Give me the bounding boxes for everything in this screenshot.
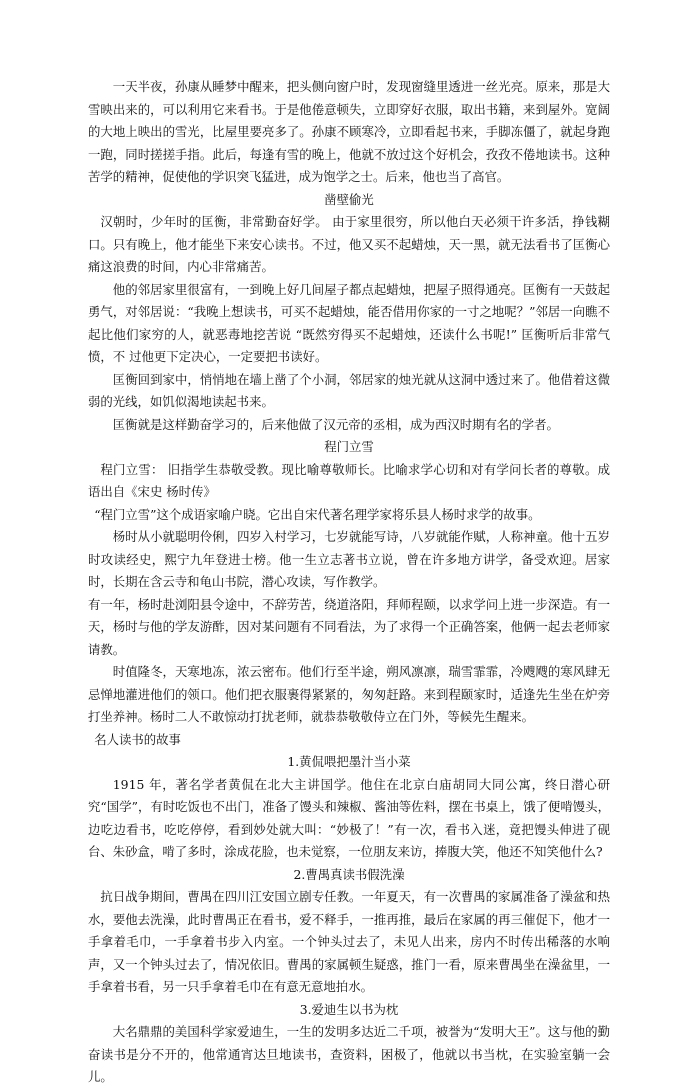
paragraph: 杨时从小就聪明伶俐，四岁入村学习，七岁就能写诗，八岁就能作赋，人称神童。他十五岁时攻读经史，熙宁九年登进士榜。他一生立志著书立说，曾在许多地方讲学，备受欢迎。居家时，长期在含云寺和龟山书院，潜心攻读，写作教学。 — [88, 529, 610, 589]
paragraph: 1915 年，著名学者黄侃在北大主讲国学。他住在北京白庙胡同大同公寓，终日潜心研究“国学”，有时吃饭也不出门，准备了馒头和辣椒、酱油等佐料，摆在书桌上，饿了便啃馒头，边吃边看书，吃吃停停，看到妙处就大叫：“妙极了！”有一次，看书入迷，竟把馒头伸进了砚台、朱砂盒，啃了多时，涂成花脸，也未觉察，一位朋友来访，捧腹大笑，他还不知笑他什么? — [88, 776, 610, 859]
document-page — [88, 76, 610, 1089]
paragraph: 一天半夜，孙康从睡梦中醒来，把头侧向窗户时，发现窗缝里透进一丝光亮。原来，那是大雪映出来的，可以利用它来看书。于是他倦意顿失，立即穿好衣服，取出书籍，来到屋外。宽阔的大地上映出的雪光，比屋里要亮多了。孙康不顾寒冷，立即看起书来，手脚冻僵了，就起身跑一跑，同时搓搓手指。此后，每逢有雪的晚上，他就不放过这个好机会，孜孜不倦地读书。这种苦学的精神，促使他的学识突飞猛进，成为饱学之士。后来，他也当了高官。 — [88, 79, 610, 184]
paragraph: 匡衡回到家中，悄悄地在墙上凿了个小洞，邻居家的烛光就从这洞中透过来了。他借着这微弱的光线，如饥似渴地读起书来。 — [88, 371, 610, 409]
story-title: 3.爱迪生以书为枕 — [299, 1001, 399, 1017]
paragraph: 他的邻居家里很富有，一到晚上好几间屋子都点起蜡烛，把屋子照得通亮。匡衡有一天鼓起勇气，对邻居说：“我晚上想读书，可买不起蜡烛，能否借用你家的一寸之地呢？”邻居一向瞧不起比他们家穷的人，就恶毒地挖苦说 “既然穷得买不起蜡烛，还读什么书呢!” 匡衡听后非常气愤，不 过他更下定决心，一定要把书读好。 — [88, 281, 610, 364]
paragraph: 有一年，杨时赴浏阳县令途中，不辞劳苦，绕道洛阳，拜师程颐，以求学问上进一步深造。有一天，杨时与他的学友游酢，因对某问题有不同看法，为了求得一个正确答案，他俩一起去老师家请教。 — [88, 596, 610, 657]
story-title: 2.曹禺真读书假洗澡 — [293, 866, 405, 882]
paragraph: 匡衡就是这样勤奋学习的，后来他做了汉元帝的丞相，成为西汉时期有名的学者。 — [112, 416, 559, 432]
story-title: 1.黄侃喂把墨汁当小菜 — [287, 754, 411, 769]
section-title: 凿壁偷光 — [324, 191, 374, 207]
paragraph: “程门立雪”这个成语家喻户晓。它出自宋代著名理学家将乐县人杨时求学的故事。 — [94, 506, 541, 522]
paragraph: 汉朝时，少年时的匡衡，非常勤奋好学。 由于家里很穷，所以他白天必须干许多活，挣钱糊口。只有晚上，他才能坐下来安心读书。不过，他又买不起蜡烛，天一黑，就无法看书了匡衡心痛这浪费的时间，内心非常痛苦。 — [88, 214, 610, 274]
paragraph: 程门立雪： 旧指学生恭敬受教。现比喻尊敬师长。比喻求学心切和对有学问长者的尊敬。成语出自《宋史 杨时传》 — [88, 461, 610, 499]
section-title: 程门立雪 — [324, 439, 374, 454]
paragraph: 抗日战争期间，曹禺在四川江安国立剧专任教。一年夏天，有一次曹禺的家属准备了澡盆和热水，要他去洗澡，此时曹禺正在看书，爱不释手，一推再推，最后在家属的再三催促下，他才一手拿着毛巾，一手拿着书步入内室。一个钟头过去了，未见人出来，房内不时传出稀落的水响声，又一个钟头过去了，情况依旧。曹禺的家属顿生疑惑，推门一看，原来曹禺坐在澡盆里，一手拿着书看，另一只手拿着毛巾在有意无意地拍水。 — [88, 889, 610, 994]
paragraph: 大名鼎鼎的美国科学家爱迪生，一生的发明多达近二千项，被誉为“发明大王”。这与他的勤奋读书是分不开的，他常通宵达旦地读书，查资料，困极了，他就以书当枕，在实验室躺一会儿。 — [88, 1024, 610, 1084]
paragraph: 时值隆冬，天寒地冻，浓云密布。他们行至半途，朔风凛凛，瑞雪霏霏，冷飕飕的寒风肆无忌惮地灌进他们的领口。他们把衣服裹得紧紧的，匆匆赶路。来到程颐家时，适逢先生坐在炉旁打坐养神。杨时二人不敢惊动打扰老师，就恭恭敬敬侍立在门外，等候先生醒来。 — [88, 664, 610, 724]
section-heading: 名人读书的故事 — [94, 731, 181, 747]
